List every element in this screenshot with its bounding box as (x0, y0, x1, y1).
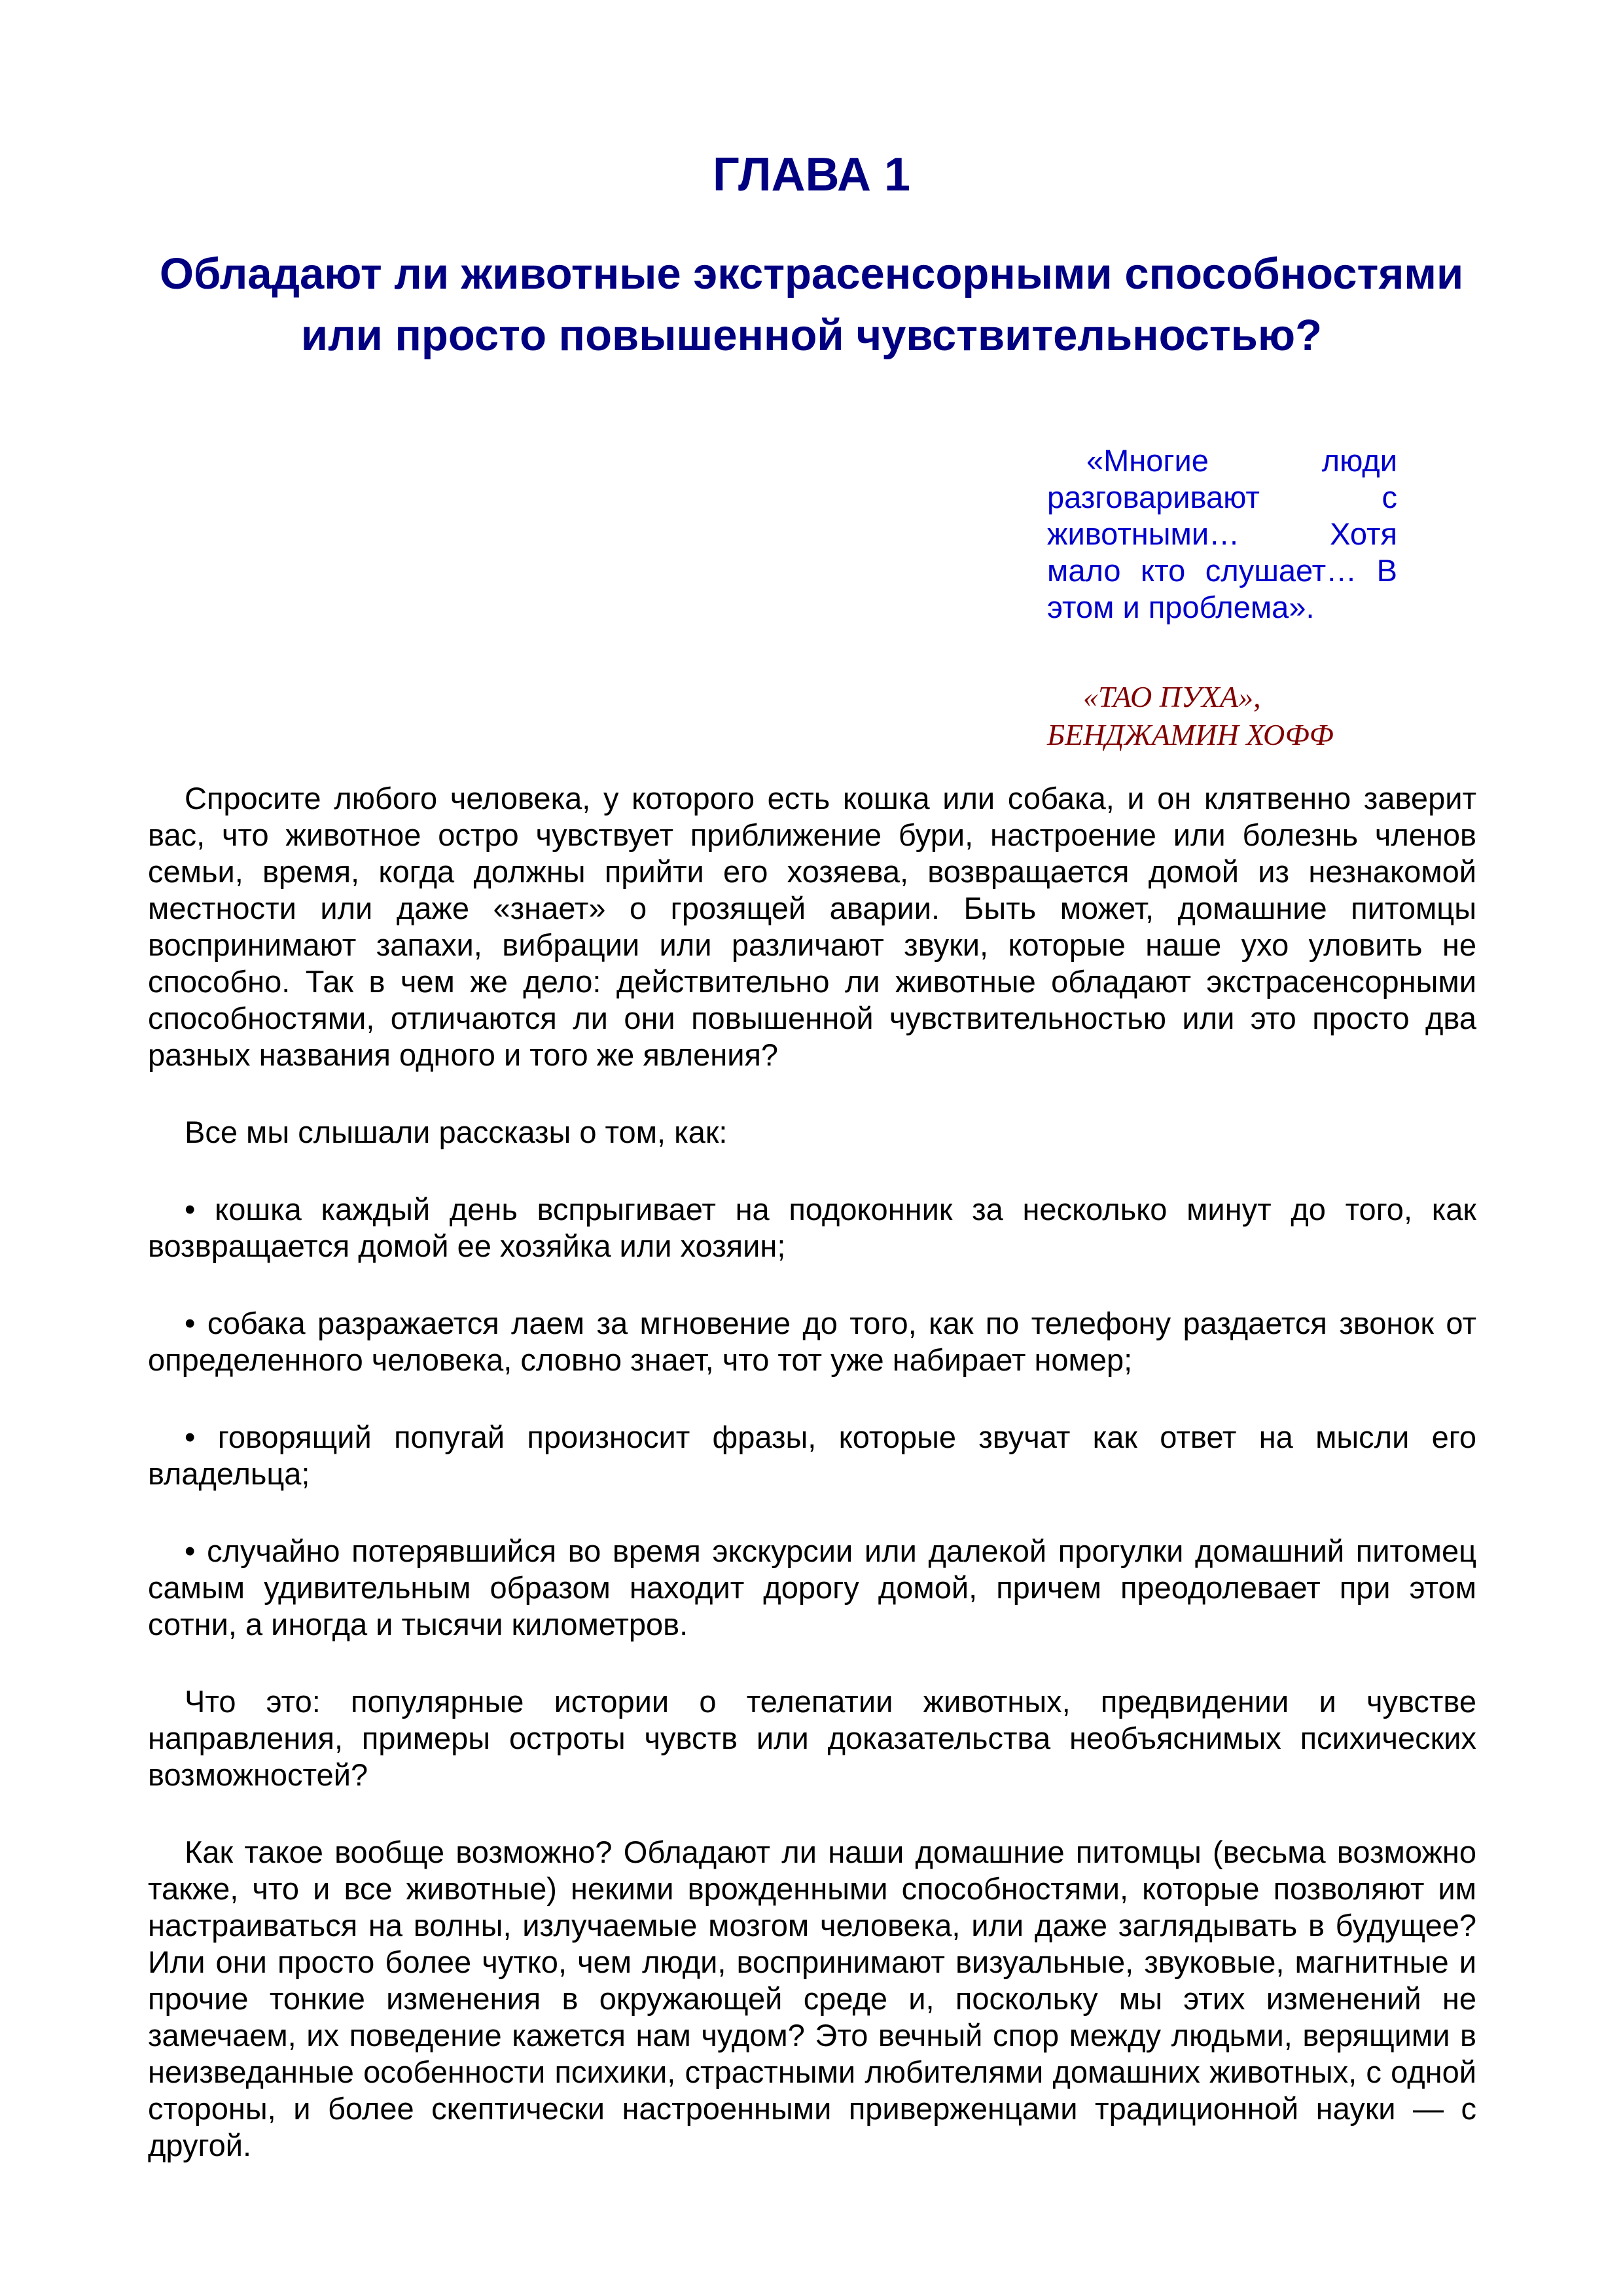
chapter-subtitle: Обладают ли животные экстрасенсорными способностями или просто повышенной чувствительностью? (159, 249, 1464, 360)
epigraph (1047, 442, 1397, 754)
epigraph-source: «ТАО ПУХА», БЕНДЖАМИН ХОФФ (1047, 680, 1334, 751)
paragraph: Все мы слышали рассказы о том, как: (185, 1115, 728, 1149)
epigraph-quote: «Многие люди разговаривают с животными… Хотя мало кто слушает… В этом и проблема». (1047, 443, 1397, 624)
bullet-paragraph: • говорящий попугай произносит фразы, которые звучат как ответ на мысли его владельца; (148, 1420, 1476, 1491)
bullet-paragraph: • случайно потерявшийся во время экскурсии или далекой прогулки домашний питомец самым удивительным образом находит дорогу домой, причем преодолевает при этом сотни, а иногда и тысячи километров. (148, 1534, 1476, 1641)
bullet-paragraph: • собака разражается лаем за мгновение до того, как по телефону раздается звонок от определенного человека, словно знает, что тот уже набирает номер; (148, 1306, 1476, 1377)
paragraph: Спросите любого человека, у которого есть кошка или собака, и он клятвенно заверит вас, что животное остро чувствует приближение бури, настроение или болезнь членов семьи, время, когда должны прийти его хозяева, возвращается домой из незнакомой местности или даже «знает» о грозящей аварии. Быть может, домашние питомцы воспринимают запахи, вибрации или различают звуки, которые наше ухо уловить не способно. Так в чем же дело: действительно ли животные обладают экстрасенсорными способностями, отличаются ли они повышенной чувствительностью или это просто два разных названия одного и того же явления? (148, 781, 1476, 1072)
paragraph: Как такое вообще возможно? Обладают ли наши домашние питомцы (весьма возможно также, что и все животные) некими врожденными способностями, которые позволяют им настраиваться на волны, излучаемые мозгом человека, или даже заглядывать в будущее? Или они просто более чутко, чем люди, воспринимают визуальные, звуковые, магнитные и прочие тонкие изменения в окружающей среде и, поскольку мы этих изменений не замечаем, их поведение кажется нам чудом? Это вечный спор между людьми, верящими в неизведанные особенности психики, страстными любителями домашних животных, с одной стороны, и более скептически настроенными приверженцами традиционной науки — с другой. (148, 1835, 1476, 2162)
body-text (148, 780, 1476, 2204)
bullet-paragraph: • кошка каждый день вспрыгивает на подоконник за несколько минут до того, как возвращается домой ее хозяйка или хозяин; (148, 1192, 1476, 1263)
chapter-title: ГЛАВА 1 (713, 149, 910, 201)
paragraph: Что это: популярные истории о телепатии животных, предвидении и чувстве направления, примеры остроты чувств или доказательства необъяснимых психических возможностей? (148, 1684, 1476, 1792)
